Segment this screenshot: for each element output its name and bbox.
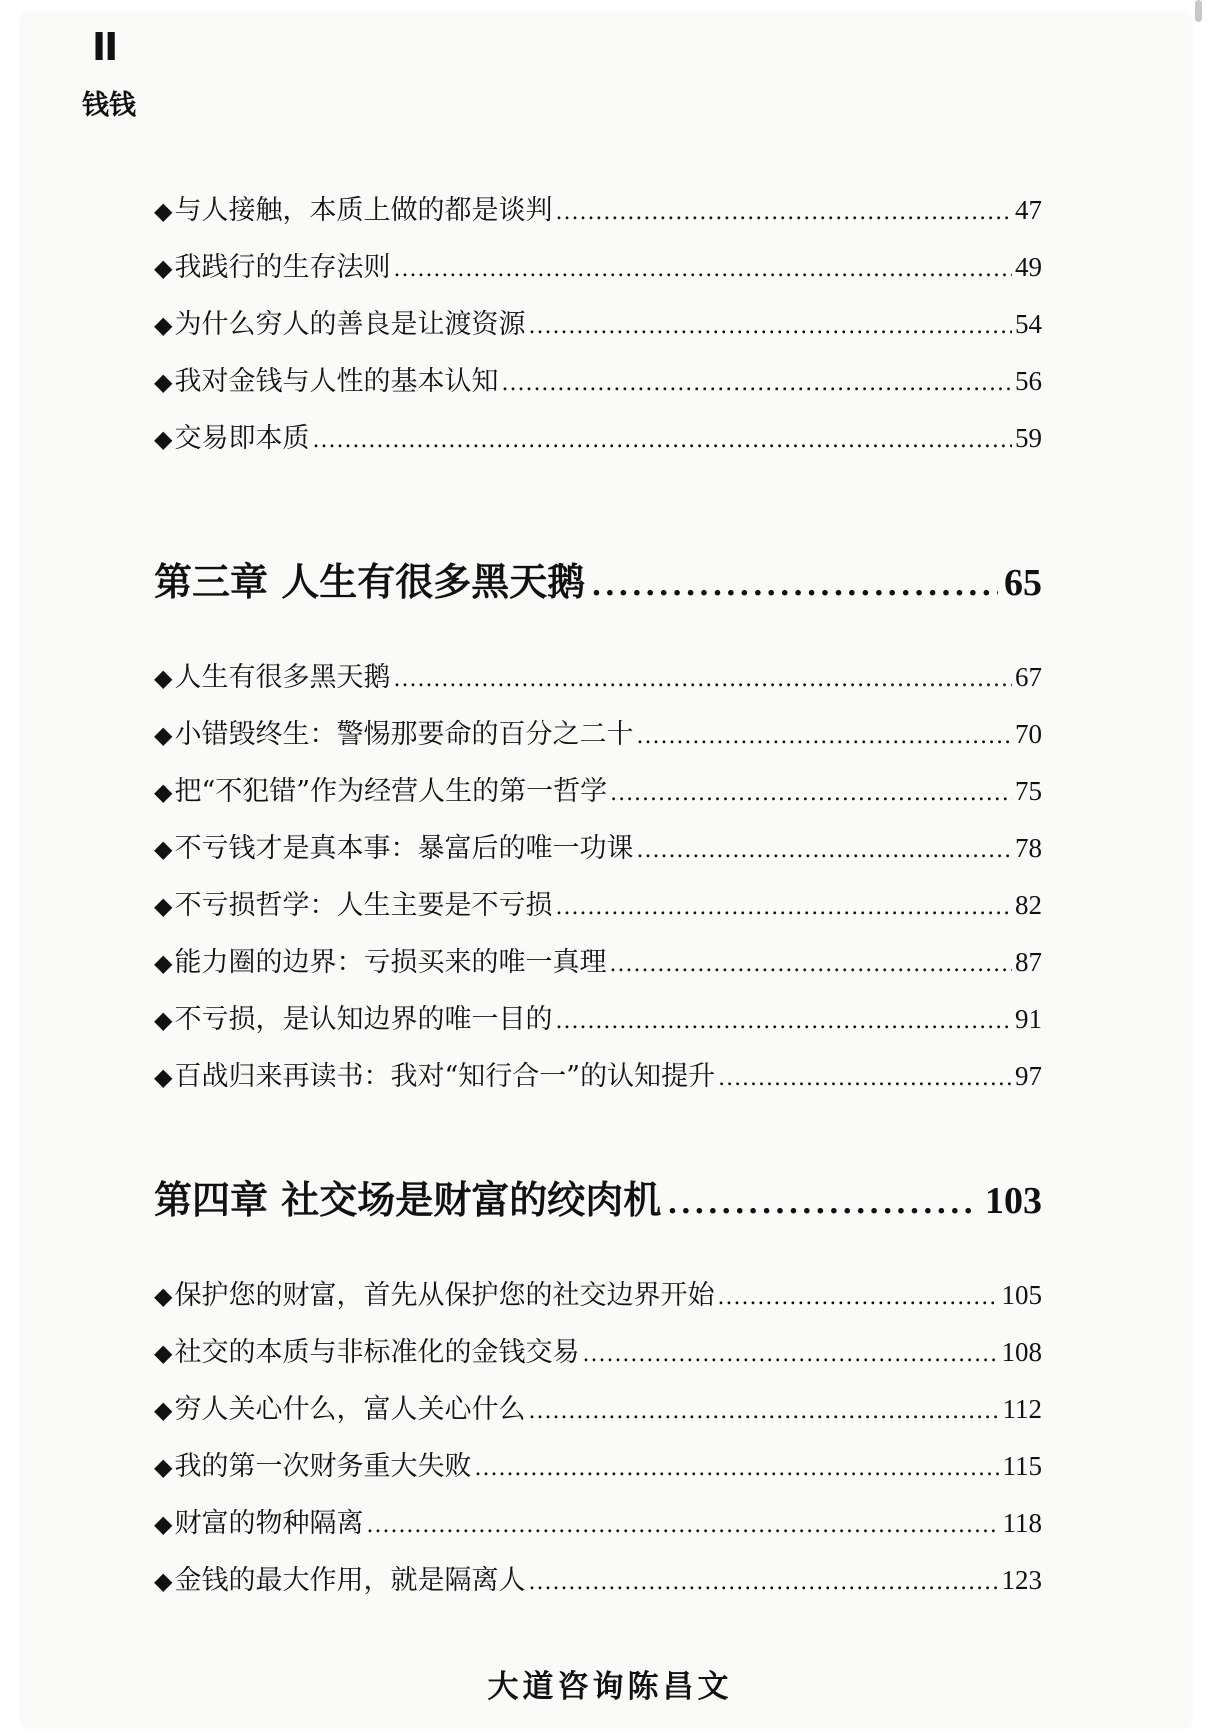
dot-leader [555,891,1012,925]
chapter-page: 103 [985,1180,1042,1222]
diamond-bullet-icon: ◆ [154,1063,173,1091]
diamond-bullet-icon: ◆ [154,311,173,339]
toc-chapter-4[interactable] [154,1176,1042,1224]
diamond-bullet-icon: ◆ [154,892,173,920]
chapter-page: 65 [1004,562,1042,604]
toc-entry[interactable] [154,1335,1042,1369]
toc-entry-page: 91 [1015,1004,1042,1034]
diamond-bullet-icon: ◆ [154,664,173,692]
diamond-bullet-icon: ◆ [154,721,173,749]
toc-entry-title: 人生有很多黑天鹅 [174,662,391,693]
diamond-bullet-icon: ◆ [154,1453,173,1481]
diamond-bullet-icon: ◆ [154,1396,173,1424]
dot-leader [718,1062,1012,1096]
toc-entry-title: 保护您的财富，首先从保护您的社交边界开始 [174,1280,715,1311]
toc-entry-title: 与人接触，本质上做的都是谈判 [174,195,553,226]
toc-entry-title: 能力圈的边界：亏损买来的唯一真理 [174,947,607,978]
diamond-bullet-icon: ◆ [154,197,173,225]
dot-leader [636,834,1012,868]
toc-entry[interactable] [154,193,1042,227]
toc-entry-title: 财富的物种隔离 [174,1508,364,1539]
dot-leader [393,253,1012,287]
dot-leader [528,1395,999,1429]
dot-leader [609,948,1012,982]
toc-entry-title: 社交的本质与非标准化的金钱交易 [174,1337,580,1368]
toc-entry-page: 82 [1015,890,1042,920]
toc-entry-title: 金钱的最大作用，就是隔离人 [174,1565,526,1596]
toc-entry[interactable] [154,1002,1042,1036]
toc-entry-title: 把“不犯错”作为经营人生的第一哲学 [174,776,608,807]
diamond-bullet-icon: ◆ [154,254,173,282]
toc-entry-page: 115 [1002,1451,1042,1481]
dot-leader [501,367,1012,401]
toc-entry-title: 我的第一次财务重大失败 [174,1451,472,1482]
toc-entry[interactable] [154,888,1042,922]
toc-entry-page: 47 [1015,195,1042,225]
toc-entry-title: 不亏损哲学：人生主要是不亏损 [174,890,553,921]
running-title: 钱钱 [82,90,136,121]
toc-entry[interactable] [154,1059,1042,1093]
toc-entry-page: 49 [1015,252,1042,282]
toc-entry[interactable] [154,421,1042,455]
toc-entry-title: 不亏损，是认知边界的唯一目的 [174,1004,553,1035]
dot-leader [555,1005,1012,1039]
dot-leader [636,720,1012,754]
toc-entry[interactable] [154,250,1042,284]
toc-entry-title: 小错毁终生：警惕那要命的百分之二十 [174,719,634,750]
diamond-bullet-icon: ◆ [154,1006,173,1034]
dot-leader [528,1566,998,1600]
toc-entry[interactable] [154,945,1042,979]
toc-entry[interactable] [154,1392,1042,1426]
toc-entry-page: 78 [1015,833,1042,863]
toc-entry-title: 我践行的生存法则 [174,252,391,283]
diamond-bullet-icon: ◆ [154,1339,173,1367]
dot-leader [591,562,998,610]
dot-leader [582,1338,998,1372]
diamond-bullet-icon: ◆ [154,835,173,863]
toc-entry-page: 97 [1015,1061,1042,1091]
toc-entry-page: 108 [1001,1337,1042,1367]
toc-entry-page: 56 [1015,366,1042,396]
diamond-bullet-icon: ◆ [154,778,173,806]
chapter-title: 第四章 社交场是财富的绞肉机 [154,1177,662,1222]
toc-entry-title: 百战归来再读书：我对“知行合一”的认知提升 [174,1061,716,1092]
dot-leader [312,424,1012,458]
toc-entry-title: 穷人关心什么，富人关心什么 [174,1394,526,1425]
dot-leader [717,1281,998,1315]
toc-entry-page: 87 [1015,947,1042,977]
diamond-bullet-icon: ◆ [154,425,173,453]
dot-leader [610,777,1012,811]
footer-watermark: 大道咨询陈昌文 [487,1669,733,1705]
diamond-bullet-icon: ◆ [154,368,173,396]
toc-entry-title: 我对金钱与人性的基本认知 [174,366,499,397]
toc-entry-page: 105 [1001,1280,1042,1310]
toc-entry-page: 67 [1015,662,1042,692]
chapter-title: 第三章 人生有很多黑天鹅 [154,559,586,604]
diamond-bullet-icon: ◆ [154,1510,173,1538]
page-number: II [92,25,117,69]
dot-leader [667,1180,979,1228]
toc-entry-page: 118 [1002,1508,1042,1538]
toc-entry[interactable] [154,774,1042,808]
toc-entry[interactable] [154,364,1042,398]
toc-entry-page: 59 [1015,423,1042,453]
toc-entry-title: 为什么穷人的善良是让渡资源 [174,309,526,340]
toc-entry-title: 不亏钱才是真本事：暴富后的唯一功课 [174,833,634,864]
toc-entry[interactable] [154,1449,1042,1483]
toc-entry-title: 交易即本质 [174,423,310,454]
toc-entry[interactable] [154,831,1042,865]
toc-entry-page: 54 [1015,309,1042,339]
dot-leader [393,663,1012,697]
dot-leader [528,310,1012,344]
scrollbar-thumb[interactable] [1195,0,1202,22]
toc-entry[interactable] [154,1278,1042,1312]
toc-entry[interactable] [154,1563,1042,1597]
toc-entry-page: 123 [1001,1565,1042,1595]
diamond-bullet-icon: ◆ [154,1567,173,1595]
diamond-bullet-icon: ◆ [154,949,173,977]
toc-entry-page: 112 [1002,1394,1042,1424]
toc-entry[interactable] [154,1506,1042,1540]
dot-leader [555,196,1012,230]
toc-entry-page: 70 [1015,719,1042,749]
toc-chapter-3[interactable] [154,558,1042,606]
dot-leader [474,1452,999,1486]
dot-leader [366,1509,999,1543]
diamond-bullet-icon: ◆ [154,1282,173,1310]
toc-entry[interactable] [154,307,1042,341]
toc-entry[interactable] [154,717,1042,751]
toc-entry-page: 75 [1015,776,1042,806]
toc-entry[interactable] [154,660,1042,694]
